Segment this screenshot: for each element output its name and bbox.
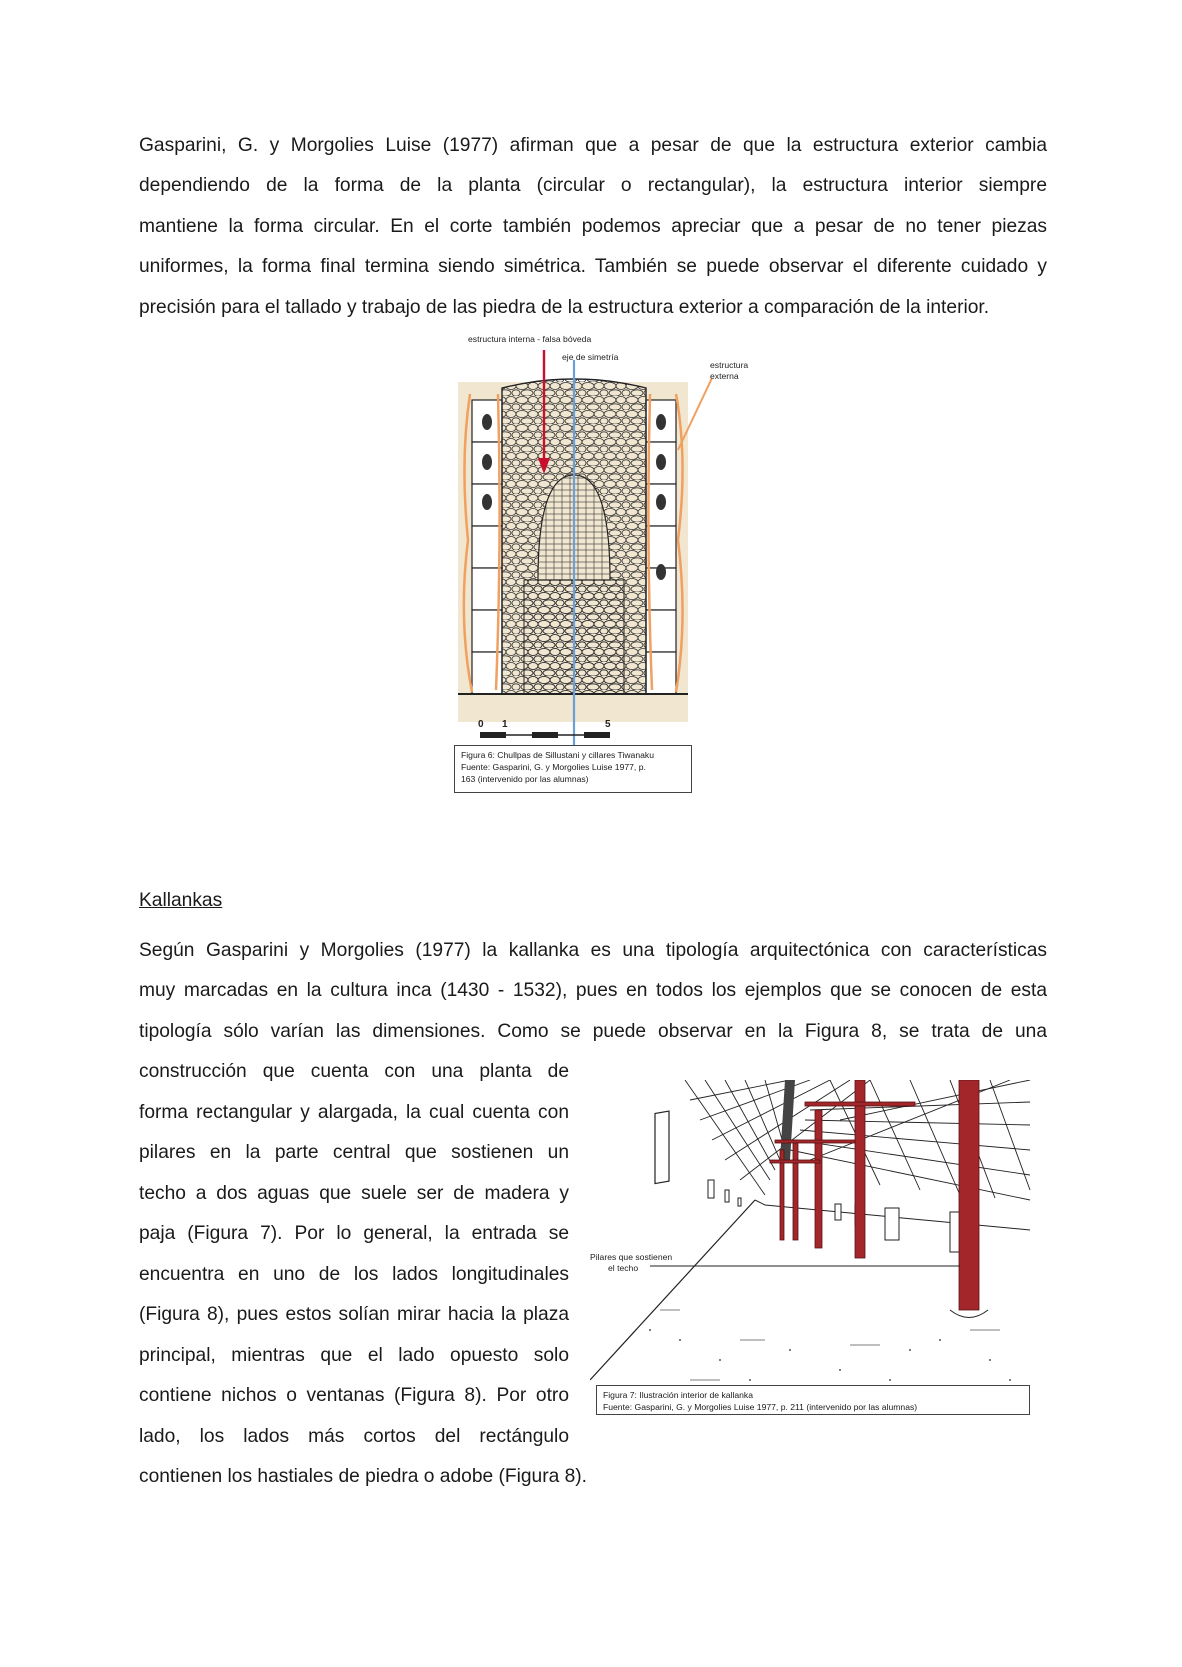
paragraph-2-line: muy marcadas en la cultura inca (1430 - 1532), pues en todos los ejemplos que se conocen de esta	[139, 980, 1047, 1001]
label-symmetry-axis: eje de simetría	[562, 352, 619, 362]
label-internal-structure: estructura interna - falsa bóveda	[468, 334, 592, 344]
paragraph-2-line: tipología sólo varían las dimensiones. Como se puede observar en la Figura 8, se trata de una	[139, 1021, 1047, 1042]
paragraph-1-line: uniformes, la forma final termina siendo simétrica. También se puede observar el diferente cuidado y	[139, 256, 1047, 277]
paragraph-2-line: Según Gasparini y Morgolies (1977) la kallanka es una tipología arquitectónica con características	[139, 940, 1047, 961]
scale-label-1: 1	[502, 719, 508, 730]
label-pillars-line-2: el techo	[608, 1263, 639, 1273]
paragraph-2-line: construcción que cuenta con una planta de	[139, 1061, 569, 1082]
section-heading-kallankas: Kallankas	[139, 890, 223, 911]
paragraph-1-line: dependiendo de la forma de la planta (circular o rectangular), la estructura interior siempre	[139, 175, 1047, 196]
paragraph-2-line: lado, los lados más cortos del rectángulo	[139, 1426, 569, 1447]
label-external-structure-1: estructura	[710, 360, 749, 370]
paragraph-2-line: encuentra en uno de los lados longitudinales	[139, 1264, 569, 1285]
figure-7-caption	[596, 1385, 1030, 1415]
paragraph-2-line: contiene nichos o ventanas (Figura 8). Por otro	[139, 1385, 569, 1406]
figure-7	[590, 1080, 1040, 1420]
paragraph-2-line: principal, mientras que el lado opuesto solo	[139, 1345, 569, 1366]
figure-6	[450, 334, 790, 795]
scale-label-5: 5	[605, 719, 611, 730]
paragraph-2-line: techo a dos aguas que suele ser de madera y	[139, 1183, 569, 1204]
paragraph-2-line: (Figura 8), pues estos solían mirar hacia la plaza	[139, 1304, 569, 1325]
paragraph-1-line: mantiene la forma circular. En el corte también podemos apreciar que a pesar de no tener piezas	[139, 216, 1047, 237]
paragraph-2-line: paja (Figura 7). Por lo general, la entrada se	[139, 1223, 569, 1244]
label-pillars-line-1: Pilares que sostienen	[590, 1252, 673, 1262]
caption-line: 163 (intervenido por las alumnas)	[461, 774, 589, 784]
paragraph-1-line: precisión para el tallado y trabajo de las piedra de la estructura exterior a comparación de la interior.	[139, 297, 990, 318]
caption-line: Fuente: Gasparini, G. y Morgolies Luise 1977, p. 211 (intervenido por las alumnas)	[603, 1402, 918, 1412]
scale-label-0: 0	[478, 719, 484, 730]
chullpa-section-drawing	[450, 340, 790, 795]
caption-line: Figura 6: Chullpas de Sillustani y cillares Tiwanaku	[461, 750, 654, 760]
paragraph-2-line: pilares en la parte central que sostienen un	[139, 1142, 569, 1163]
kallanka-interior-drawing	[590, 1080, 1040, 1420]
paragraph-2-line: contienen los hastiales de piedra o adobe (Figura 8).	[139, 1466, 587, 1487]
paragraph-2-line: forma rectangular y alargada, la cual cuenta con	[139, 1102, 569, 1123]
caption-line: Fuente: Gasparini, G. y Morgolies Luise 1977, p.	[461, 762, 646, 772]
figure-6-caption	[454, 745, 692, 793]
label-external-structure-2: externa	[710, 371, 739, 381]
caption-line: Figura 7: Ilustración interior de kallanka	[603, 1390, 753, 1400]
paragraph-1-line: Gasparini, G. y Morgolies Luise (1977) afirman que a pesar de que la estructura exterior cambia	[139, 135, 1047, 156]
